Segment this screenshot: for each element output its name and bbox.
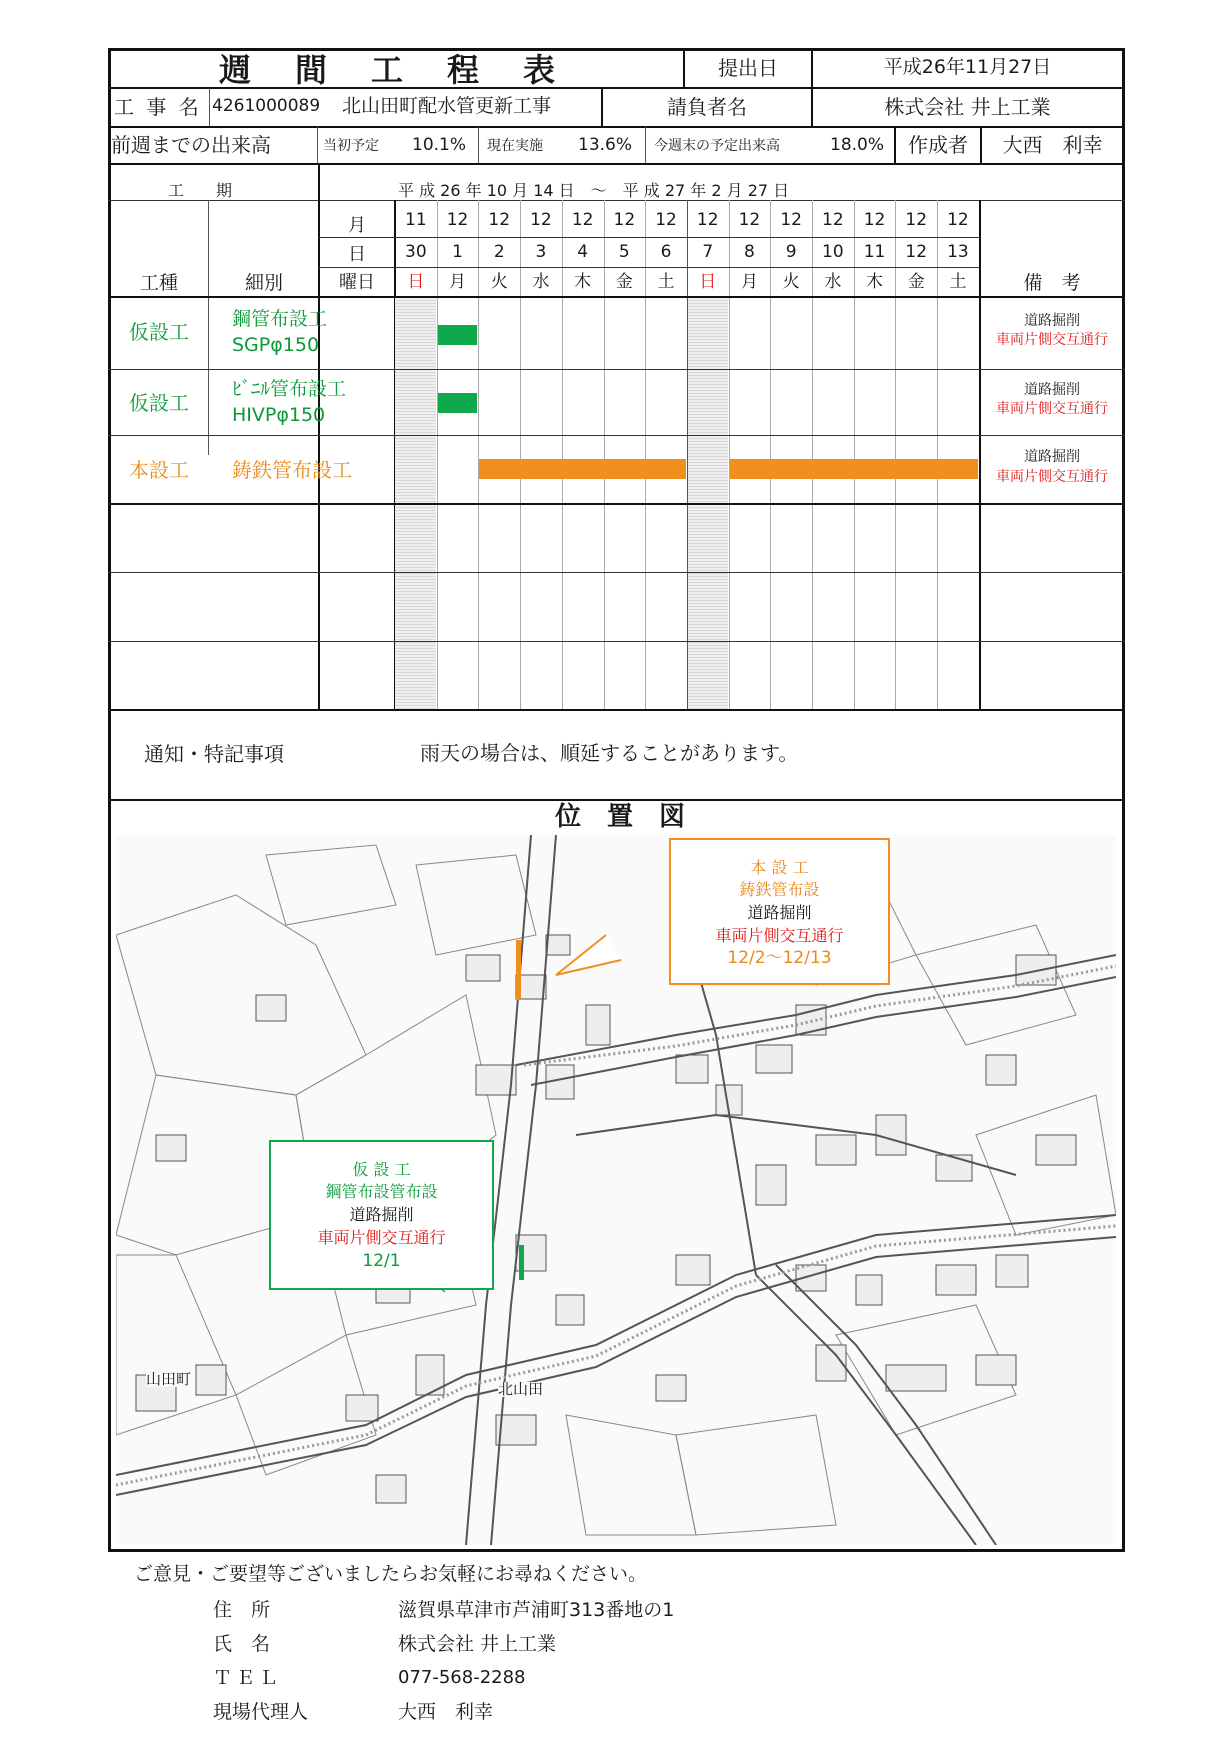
day-month: 12 xyxy=(530,210,552,230)
column-detail-label: 細別 xyxy=(244,272,283,294)
footer-name-label: 氏 名 xyxy=(213,1633,271,1655)
contractor-label: 請負者名 xyxy=(667,95,747,119)
column-weekday-label: 曜日 xyxy=(339,272,375,293)
temp-work-marker xyxy=(519,1245,524,1280)
map-label-kitayamada: 北山田 xyxy=(498,1380,544,1398)
footer-address-label: 住 所 xyxy=(213,1599,271,1621)
day-month: 12 xyxy=(738,210,761,230)
day-number: 30 xyxy=(405,242,427,262)
day-weekday: 火 xyxy=(782,272,800,292)
map-drawing xyxy=(116,835,1116,1545)
notice-text: 雨天の場合は、順延することがあります。 xyxy=(420,741,799,765)
task-2-detail: ﾋﾞﾆﾙ管布設工 xyxy=(232,378,347,400)
callout-main-title: 本 設 工 xyxy=(750,858,809,877)
day-month: 12 xyxy=(780,210,802,230)
day-weekday: 金 xyxy=(615,272,633,292)
callout-temp-traffic: 車両片側交互通行 xyxy=(317,1228,446,1247)
callout-temp-date: 12/1 xyxy=(362,1251,401,1271)
actual-value: 13.6% xyxy=(578,135,633,155)
document-title: 週 間 工 程 表 xyxy=(218,51,561,89)
notice-label: 通知・特記事項 xyxy=(144,742,284,766)
footer-message: ご意見・ご要望等ございましたらお気軽にお尋ねください。 xyxy=(134,1563,648,1585)
day-weekday: 水 xyxy=(532,272,550,292)
author-name: 大西 利幸 xyxy=(1002,133,1103,157)
day-weekday: 火 xyxy=(490,272,508,292)
day-month: 12 xyxy=(822,210,844,230)
map-title: 位 置 図 xyxy=(554,802,685,832)
location-map xyxy=(116,835,1116,1545)
task-1-remark-traffic: 車両片側交互通行 xyxy=(996,332,1108,348)
callout-temp-road: 道路掘削 xyxy=(349,1205,414,1224)
period-label: 工 期 xyxy=(168,181,233,200)
gantt-bar-task-3 xyxy=(730,459,978,479)
day-number: 13 xyxy=(947,242,969,262)
project-code: 4261000089 xyxy=(212,96,321,116)
day-number: 8 xyxy=(744,242,755,262)
author-label: 作成者 xyxy=(908,133,968,157)
task-3-remark: 道路掘削 xyxy=(1024,449,1080,465)
planned-label: 当初予定 xyxy=(323,138,379,154)
gantt-bar-task-2 xyxy=(438,393,478,413)
day-number: 12 xyxy=(905,242,928,262)
day-weekday: 木 xyxy=(866,272,884,292)
callout-main-work-name: 鋳鉄管布設 xyxy=(739,880,820,899)
day-month: 12 xyxy=(655,210,677,230)
column-month-label: 月 xyxy=(348,215,366,236)
day-number: 2 xyxy=(493,242,505,262)
actual-label: 現在実施 xyxy=(487,138,543,154)
day-weekday: 水 xyxy=(824,272,842,292)
callout-temp-title: 仮 設 工 xyxy=(352,1160,411,1179)
map-label-yamada: 山田町 xyxy=(146,1370,192,1388)
day-month: 12 xyxy=(905,210,928,230)
day-weekday: 金 xyxy=(907,272,925,292)
project-label: 工 事 名 xyxy=(114,95,202,119)
task-2-remark-traffic: 車両片側交互通行 xyxy=(996,401,1108,417)
callout-main-traffic: 車両片側交互通行 xyxy=(715,926,844,945)
progress-label: 前週までの出来高 xyxy=(111,133,271,157)
week-end-value: 18.0% xyxy=(830,135,885,155)
day-number: 3 xyxy=(535,242,547,262)
day-number: 6 xyxy=(660,242,672,262)
task-1-detail: 鋼管布設工 xyxy=(232,308,328,330)
day-month: 12 xyxy=(488,210,511,230)
day-number: 5 xyxy=(618,242,630,262)
day-number: 9 xyxy=(785,242,797,262)
day-month: 12 xyxy=(863,210,886,230)
callout-temp-work-name: 鋼管布設管布設 xyxy=(325,1182,438,1201)
task-1-type: 仮設工 xyxy=(129,320,189,344)
task-1-remark: 道路掘削 xyxy=(1024,313,1080,329)
period-value: 平 成 26 年 10 月 14 日 ～ 平 成 27 年 2 月 27 日 xyxy=(398,181,790,200)
day-month: 12 xyxy=(446,210,469,230)
day-number: 7 xyxy=(702,242,714,262)
day-weekday: 月 xyxy=(740,272,758,292)
callout-temp-work xyxy=(269,1140,494,1290)
submit-date: 平成26年11月27日 xyxy=(883,56,1052,78)
gantt-bar-task-1 xyxy=(438,325,478,345)
footer-name: 株式会社 井上工業 xyxy=(398,1633,557,1655)
task-2-spec: HIVPφ150 xyxy=(232,404,326,426)
footer-tel-label: ＴＥＬ xyxy=(213,1667,283,1689)
day-number: 10 xyxy=(822,242,844,262)
submit-date-label: 提出日 xyxy=(718,56,778,80)
column-day-label: 日 xyxy=(348,244,366,265)
task-3-type: 本設工 xyxy=(129,458,189,482)
day-weekday: 日 xyxy=(699,272,717,292)
task-2-type: 仮設工 xyxy=(129,391,189,415)
task-1-spec: SGPφ150 xyxy=(232,334,320,356)
task-2-remark: 道路掘削 xyxy=(1024,382,1080,398)
day-weekday: 土 xyxy=(949,272,967,292)
day-month: 12 xyxy=(571,210,594,230)
planned-value: 10.1% xyxy=(412,135,467,155)
day-month: 12 xyxy=(613,210,636,230)
callout-main-work xyxy=(669,838,890,985)
footer-tel: 077-568-2288 xyxy=(398,1667,526,1688)
day-weekday: 月 xyxy=(449,272,467,292)
footer-address: 滋賀県草津市芦浦町313番地の1 xyxy=(398,1599,675,1621)
project-name: 北山田町配水管更新工事 xyxy=(342,95,552,117)
week-end-label: 今週末の予定出来高 xyxy=(654,138,780,154)
day-month: 12 xyxy=(696,210,719,230)
callout-main-dates: 12/2～12/13 xyxy=(727,948,832,968)
day-month: 11 xyxy=(405,210,427,230)
column-remarks-label: 備 考 xyxy=(1023,272,1081,294)
gantt-bar-task-3 xyxy=(479,459,686,479)
task-3-detail: 鋳鉄管布設工 xyxy=(232,458,352,482)
footer-agent-label: 現場代理人 xyxy=(213,1701,309,1723)
column-work-type-label: 工種 xyxy=(139,272,178,294)
day-number: 11 xyxy=(863,242,886,262)
main-work-marker xyxy=(516,940,521,1000)
day-weekday: 土 xyxy=(657,272,675,292)
day-weekday: 木 xyxy=(574,272,592,292)
day-month: 12 xyxy=(947,210,969,230)
task-3-remark-traffic: 車両片側交互通行 xyxy=(996,469,1108,485)
footer-agent: 大西 利幸 xyxy=(398,1701,494,1723)
day-number: 1 xyxy=(452,242,463,262)
day-number: 4 xyxy=(577,242,589,262)
callout-main-road: 道路掘削 xyxy=(747,903,812,922)
day-weekday: 日 xyxy=(407,272,425,292)
contractor-name: 株式会社 井上工業 xyxy=(884,95,1051,119)
